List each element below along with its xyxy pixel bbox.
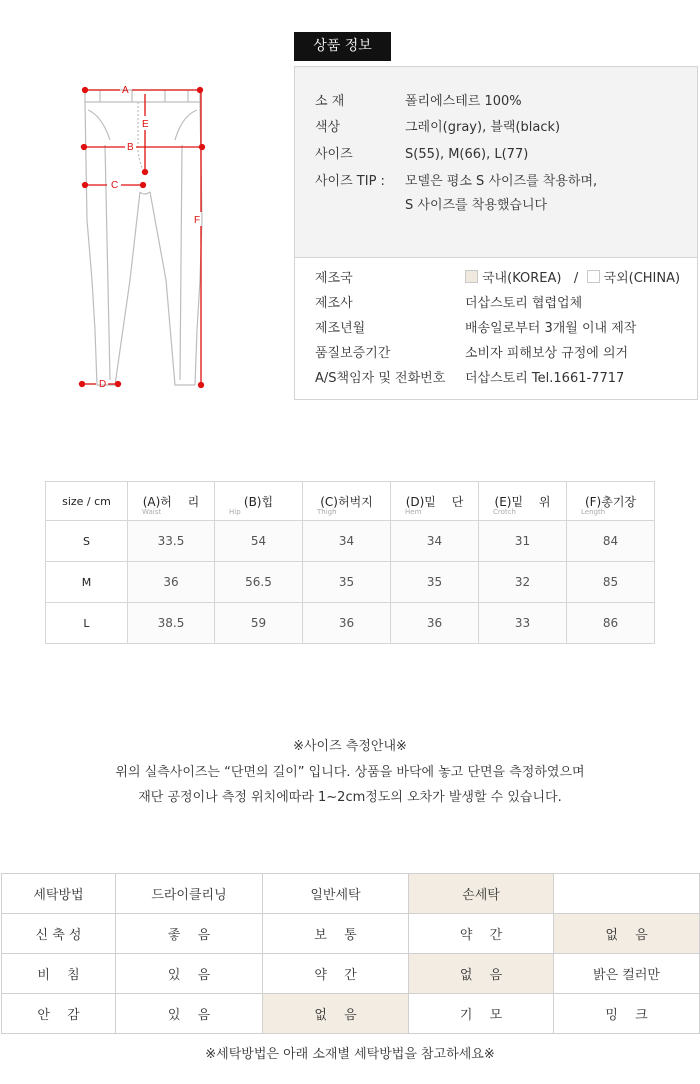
product-info-title: 상품 정보 xyxy=(294,32,391,61)
table-row xyxy=(46,603,655,644)
table-cell: 36 xyxy=(391,603,479,644)
table-cell: 밍 크 xyxy=(554,994,700,1034)
care-footer-note: ※세탁방법은 아래 소재별 세탁방법을 참고하세요※ xyxy=(205,1047,495,1062)
table-cell: 좋 음 xyxy=(116,914,263,954)
label-b: B xyxy=(127,142,134,153)
table-cell-selected: 손세탁 xyxy=(409,874,554,914)
table-row xyxy=(2,914,700,954)
table-cell: 35 xyxy=(391,562,479,603)
row-size: S xyxy=(46,521,128,562)
size-tip-line1: 모델은 평소 S 사이즈를 착용하며, xyxy=(405,174,598,189)
table-cell: 기 모 xyxy=(409,994,554,1034)
table-cell: 드라이클리닝 xyxy=(116,874,263,914)
product-info-box xyxy=(294,66,698,400)
material-label: 소 재 xyxy=(315,94,345,109)
table-cell: 56.5 xyxy=(215,562,303,603)
care-row-label: 세탁방법 xyxy=(2,874,116,914)
color-value: 그레이(gray), 블랙(black) xyxy=(405,120,561,135)
care-row-label: 비 침 xyxy=(2,954,116,994)
origin-korea: 국내(KOREA) xyxy=(482,271,562,286)
table-cell: 보 통 xyxy=(263,914,409,954)
label-e: E xyxy=(142,119,149,130)
as-value: 더삽스토리 Tel.1661-7717 xyxy=(465,371,625,386)
size-table-corner: size / cm xyxy=(46,482,128,521)
size-label: 사이즈 xyxy=(315,147,353,162)
table-cell: 34 xyxy=(303,521,391,562)
label-a: A xyxy=(122,85,129,96)
table-cell: 31 xyxy=(479,521,567,562)
size-col-header: (F)총기장 Length xyxy=(567,482,655,521)
date-label: 제조년월 xyxy=(315,321,366,336)
table-cell: 36 xyxy=(128,562,215,603)
size-col-header: (A)허 리 Waist xyxy=(128,482,215,521)
color-label: 색상 xyxy=(315,120,341,135)
origin-value xyxy=(465,270,680,288)
care-row-label: 신 축 성 xyxy=(2,914,116,954)
note-title: ※사이즈 측정안내※ xyxy=(293,739,407,754)
care-row-label: 안 감 xyxy=(2,994,116,1034)
korea-checkbox xyxy=(465,270,478,283)
maker-value: 더삽스토리 협렵업체 xyxy=(465,296,583,311)
maker-label: 제조사 xyxy=(315,296,353,311)
table-cell: 86 xyxy=(567,603,655,644)
table-cell: 약 간 xyxy=(409,914,554,954)
table-cell: 33.5 xyxy=(128,521,215,562)
table-cell xyxy=(554,874,700,914)
table-cell: 84 xyxy=(567,521,655,562)
table-cell: 38.5 xyxy=(128,603,215,644)
label-f: F xyxy=(194,215,201,226)
material-value: 폴리에스테르 100% xyxy=(405,94,522,109)
product-info-main xyxy=(295,67,697,258)
size-col-header: (C)허벅지 Thigh xyxy=(303,482,391,521)
size-col-header: (B)힙 Hip xyxy=(215,482,303,521)
table-cell: 59 xyxy=(215,603,303,644)
origin-label: 제조국 xyxy=(315,271,353,286)
china-checkbox xyxy=(587,270,600,283)
table-cell: 32 xyxy=(479,562,567,603)
pants-measurement-diagram xyxy=(70,80,220,400)
table-cell: 밝은 컬러만 xyxy=(554,954,700,994)
table-cell: 33 xyxy=(479,603,567,644)
label-d: D xyxy=(99,379,107,390)
table-row xyxy=(46,562,655,603)
origin-separator: / xyxy=(573,271,579,286)
size-col-header: (D)밑 단 Hem xyxy=(391,482,479,521)
warranty-label: 품질보증기간 xyxy=(315,346,391,361)
note-line1: 위의 실측사이즈는 “단면의 길이” 입니다. 상품을 바닥에 놓고 단면을 측정하였으며 xyxy=(115,765,585,780)
table-row xyxy=(2,994,700,1034)
table-row xyxy=(2,874,700,914)
table-cell: 있 음 xyxy=(116,954,263,994)
table-cell: 있 음 xyxy=(116,994,263,1034)
origin-china: 국외(CHINA) xyxy=(603,271,681,286)
table-cell-selected: 없 음 xyxy=(409,954,554,994)
date-value: 배송일로부터 3개월 이내 제작 xyxy=(465,321,637,336)
row-size: L xyxy=(46,603,128,644)
table-cell: 36 xyxy=(303,603,391,644)
as-label: A/S책임자 및 전화번호 xyxy=(315,371,446,386)
label-c: C xyxy=(111,180,119,191)
table-cell: 54 xyxy=(215,521,303,562)
table-cell: 약 간 xyxy=(263,954,409,994)
table-row xyxy=(46,521,655,562)
table-cell-selected: 없 음 xyxy=(263,994,409,1034)
size-tip-label: 사이즈 TIP : xyxy=(315,174,385,189)
size-table-header xyxy=(46,482,655,521)
size-table xyxy=(45,481,655,644)
table-cell: 34 xyxy=(391,521,479,562)
table-cell: 85 xyxy=(567,562,655,603)
care-table xyxy=(1,873,700,1034)
warranty-value: 소비자 피해보상 규정에 의거 xyxy=(465,346,629,361)
size-tip-line2: S 사이즈를 착용했습니다 xyxy=(405,198,548,213)
table-row xyxy=(2,954,700,994)
size-value: S(55), M(66), L(77) xyxy=(405,147,529,162)
table-cell: 일반세탁 xyxy=(263,874,409,914)
table-cell-selected: 없 음 xyxy=(554,914,700,954)
size-col-header: (E)밑 위 Crotch xyxy=(479,482,567,521)
table-cell: 35 xyxy=(303,562,391,603)
note-line2: 재단 공정이나 측정 위치에따라 1~2cm정도의 오차가 발생할 수 있습니다. xyxy=(138,790,562,805)
row-size: M xyxy=(46,562,128,603)
